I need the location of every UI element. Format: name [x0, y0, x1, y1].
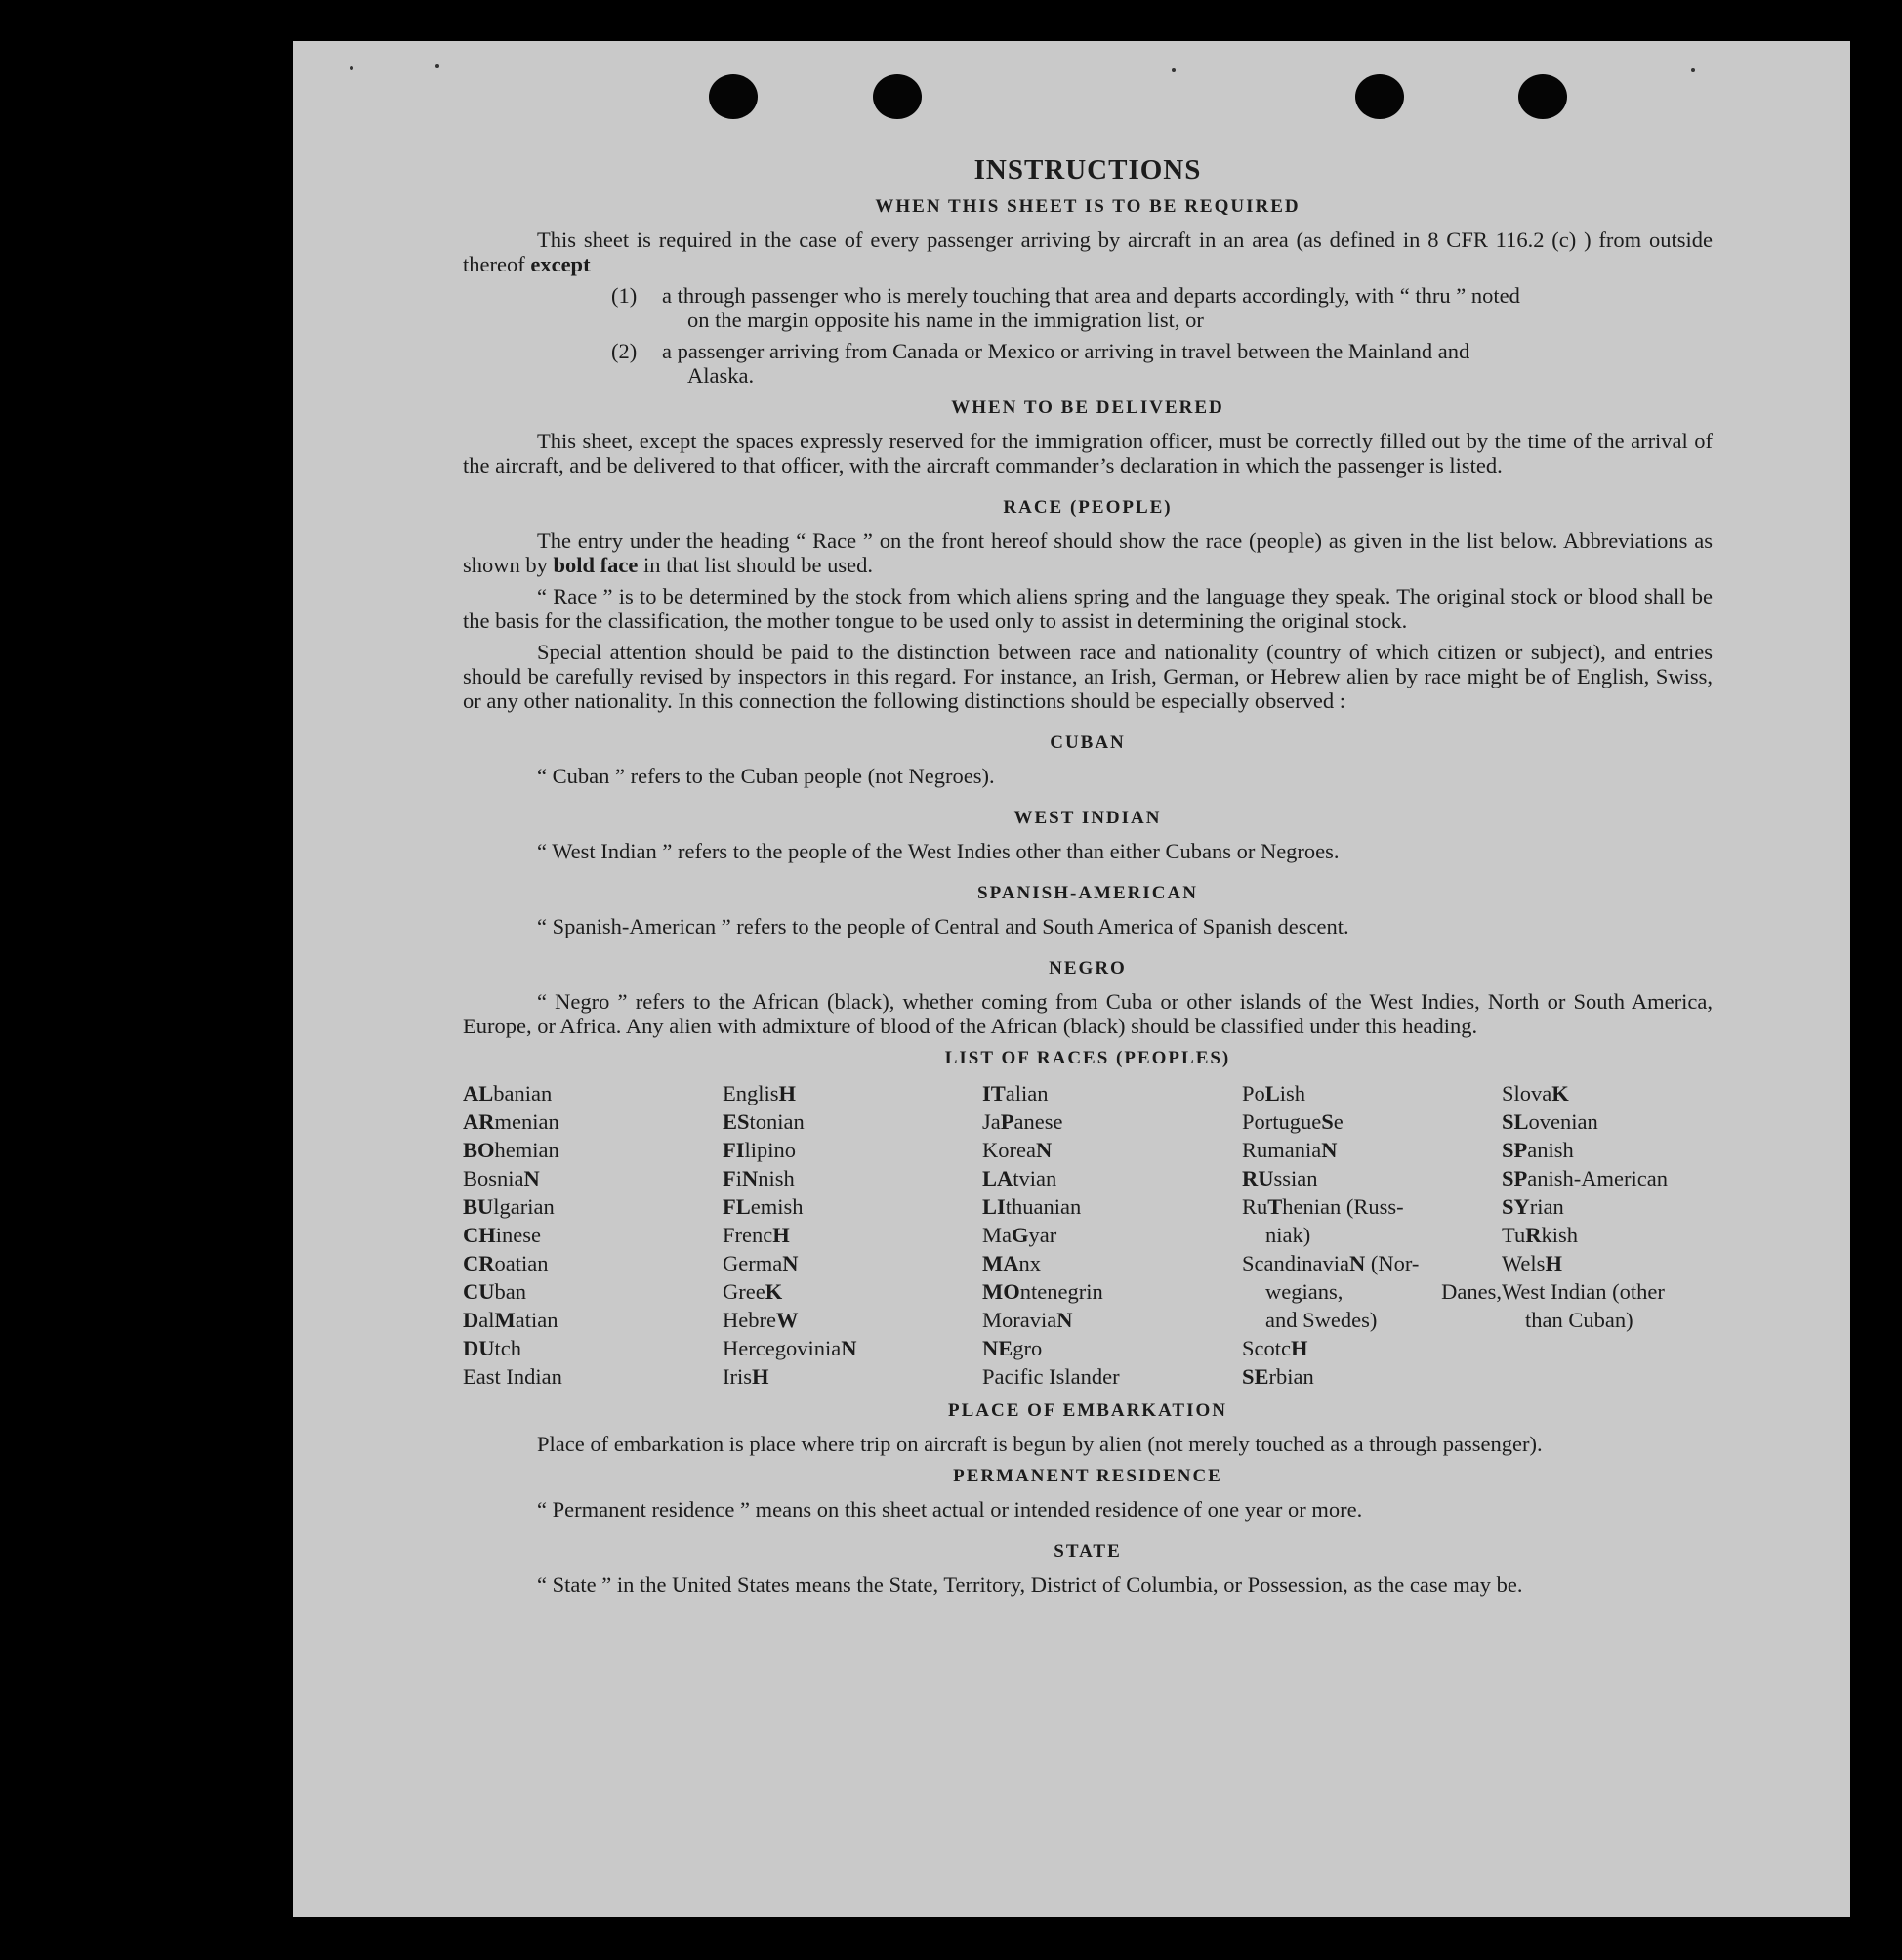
race-entry: MaGyar: [982, 1223, 1057, 1247]
race-entry: WelsH: [1502, 1251, 1562, 1275]
race-p1-text: The entry under the heading “ Race ” on the front hereof should show the race (people) as given in the list below. Abbreviations as shown by: [463, 528, 1713, 577]
race-entry: SYrian: [1502, 1194, 1564, 1219]
race-entry: FIlipino: [723, 1138, 797, 1162]
race-entry: FrencH: [723, 1223, 790, 1247]
race-entry: SErbian: [1242, 1364, 1314, 1389]
punch-hole: [709, 74, 758, 119]
race-entry: CUban: [463, 1279, 526, 1304]
heading-spanish-american: SPANISH-AMERICAN: [977, 883, 1198, 903]
races-column-1: [463, 1079, 723, 1391]
race-entry: HebreW: [723, 1308, 799, 1332]
heading-embarkation: PLACE OF EMBARKATION: [948, 1400, 1227, 1421]
race-entry: ALbanian: [463, 1081, 553, 1105]
races-list: [463, 1079, 1713, 1391]
item-number: (2): [611, 339, 638, 363]
heading-delivered: WHEN TO BE DELIVERED: [951, 397, 1224, 418]
race-entry: SlovaK: [1502, 1081, 1569, 1105]
race-entry: IrisH: [723, 1364, 769, 1389]
race-entry: niak): [1265, 1223, 1311, 1247]
race-entry: GreeK: [723, 1279, 783, 1304]
race-entry: than Cuban): [1525, 1308, 1633, 1332]
punch-hole: [1355, 74, 1404, 119]
embarkation-paragraph: Place of embarkation is place where trip on aircraft is begun by alien (not merely touched as a through passenger).: [537, 1432, 1543, 1456]
race-entry: PortugueSe: [1242, 1109, 1344, 1134]
race-entry: CHinese: [463, 1223, 541, 1247]
race-entry: ITalian: [982, 1081, 1049, 1105]
race-entry: RuThenian (Russ-: [1242, 1194, 1404, 1219]
race-entry: West Indian (other: [1502, 1279, 1665, 1304]
required-except: except: [530, 252, 591, 276]
race-entry: LAtvian: [982, 1166, 1057, 1190]
document-page: [293, 41, 1850, 1917]
speck: [435, 64, 439, 68]
race-entry: wegians, Danes,: [1265, 1279, 1502, 1304]
race-entry: NEgro: [982, 1336, 1043, 1360]
race-entry: ScotcH: [1242, 1336, 1308, 1360]
speck: [1172, 68, 1176, 72]
cuban-paragraph: “ Cuban ” refers to the Cuban people (not Negroes).: [537, 764, 995, 788]
race-entry: HercegoviniaN: [723, 1336, 857, 1360]
spanish-american-paragraph: “ Spanish-American ” refers to the people of Central and South America of Spanish descent.: [537, 914, 1349, 938]
race-entry: BUlgarian: [463, 1194, 555, 1219]
required-intro: This sheet is required in the case of every passenger arriving by aircraft in an area (as defined in 8 CFR 116.2 (c) ) from outside thereof: [463, 228, 1713, 276]
negro-paragraph: “ Negro ” refers to the African (black), whether coming from Cuba or other islands of the West Indies, North or South America, Europe, or Africa. Any alien with admixture of blood of the African (black) should be classified under this heading.: [463, 989, 1713, 1038]
speck: [1691, 68, 1695, 72]
punch-hole: [873, 74, 922, 119]
races-column-3: [982, 1079, 1242, 1391]
required-paragraph: [463, 228, 1713, 276]
race-p1-text-end: in that list should be used.: [643, 553, 874, 577]
exception-item-2: [611, 339, 1713, 388]
race-entry: TuRkish: [1502, 1223, 1578, 1247]
item-text-cont: on the margin opposite his name in the immigration list, or: [687, 308, 1204, 332]
page-title: INSTRUCTIONS: [973, 154, 1202, 186]
race-entry: SPanish-American: [1502, 1166, 1668, 1190]
race-entry: EStonian: [723, 1109, 805, 1134]
race-entry: ScandinaviaN (Nor-: [1242, 1251, 1420, 1275]
race-entry: RumaniaN: [1242, 1138, 1338, 1162]
race-entry: MoraviaN: [982, 1308, 1073, 1332]
race-entry: FiNnish: [723, 1166, 795, 1190]
race-paragraph-3: Special attention should be paid to the distinction between race and nationality (country of which citizen or subject), and entries should be carefully revised by inspectors in this regard. For instance, an Irish, German, or Hebrew alien by race might be of English, Swiss, or any other nationality. In this connection the following distinctions should be especially observed :: [463, 640, 1713, 713]
heading-west-indian: WEST INDIAN: [1013, 808, 1162, 828]
heading-required: WHEN THIS SHEET IS TO BE REQUIRED: [875, 196, 1301, 217]
race-entry: JaPanese: [982, 1109, 1063, 1134]
exception-item-1: [611, 283, 1713, 332]
race-entry: East Indian: [463, 1364, 562, 1389]
race-entry: GermaN: [723, 1251, 799, 1275]
races-column-2: [723, 1079, 982, 1391]
race-p1-bold: bold face: [553, 553, 639, 577]
race-entry: CRoatian: [463, 1251, 549, 1275]
instructions-content: [463, 154, 1713, 1597]
state-paragraph: “ State ” in the United States means the State, Territory, District of Columbia, or Possession, as the case may be.: [537, 1572, 1523, 1597]
race-entry: EnglisH: [723, 1081, 797, 1105]
item-number: (1): [611, 283, 638, 308]
item-text: a through passenger who is merely touching that area and departs accordingly, with “ thru ” noted: [662, 283, 1520, 308]
heading-list-of-races: LIST OF RACES (PEOPLES): [944, 1048, 1231, 1068]
race-entry: SPanish: [1502, 1138, 1574, 1162]
heading-negro: NEGRO: [1049, 958, 1127, 979]
races-column-5: [1502, 1079, 1713, 1391]
heading-race: RACE (PEOPLE): [1003, 497, 1173, 518]
race-entry: BOhemian: [463, 1138, 559, 1162]
speck: [350, 66, 353, 70]
race-entry: LIthuanian: [982, 1194, 1082, 1219]
races-column-4: [1242, 1079, 1502, 1391]
race-entry: Pacific Islander: [982, 1364, 1120, 1389]
west-indian-paragraph: “ West Indian ” refers to the people of the West Indies other than either Cubans or Negroes.: [537, 839, 1340, 863]
race-entry: SLovenian: [1502, 1109, 1598, 1134]
item-text: a passenger arriving from Canada or Mexico or arriving in travel between the Mainland and: [662, 339, 1470, 363]
heading-cuban: CUBAN: [1050, 732, 1126, 753]
item-text-cont: Alaska.: [687, 363, 755, 388]
race-paragraph-1: [463, 528, 1713, 577]
race-entry: FLemish: [723, 1194, 804, 1219]
heading-state: STATE: [1054, 1541, 1122, 1562]
delivered-paragraph: This sheet, except the spaces expressly reserved for the immigration officer, must be correctly filled out by the time of the arrival of the aircraft, and be delivered to that officer, with the aircraft commander’s declaration in which the passenger is listed.: [463, 429, 1713, 478]
punch-hole: [1518, 74, 1567, 119]
race-entry: KoreaN: [982, 1138, 1053, 1162]
residence-paragraph: “ Permanent residence ” means on this sheet actual or intended residence of one year or more.: [537, 1497, 1363, 1522]
race-entry: PoLish: [1242, 1081, 1306, 1105]
race-entry: BosniaN: [463, 1166, 540, 1190]
race-entry: MOntenegrin: [982, 1279, 1103, 1304]
race-entry: ARmenian: [463, 1109, 559, 1134]
race-entry: DalMatian: [463, 1308, 558, 1332]
race-entry: RUssian: [1242, 1166, 1318, 1190]
heading-residence: PERMANENT RESIDENCE: [953, 1466, 1222, 1486]
race-entry: and Swedes): [1265, 1308, 1378, 1332]
race-entry: MAnx: [982, 1251, 1041, 1275]
race-entry: DUtch: [463, 1336, 521, 1360]
race-paragraph-2: “ Race ” is to be determined by the stock from which aliens spring and the language they speak. The original stock or blood shall be the basis for the classification, the mother tongue to be used only to assist in determining the original stock.: [463, 584, 1713, 633]
